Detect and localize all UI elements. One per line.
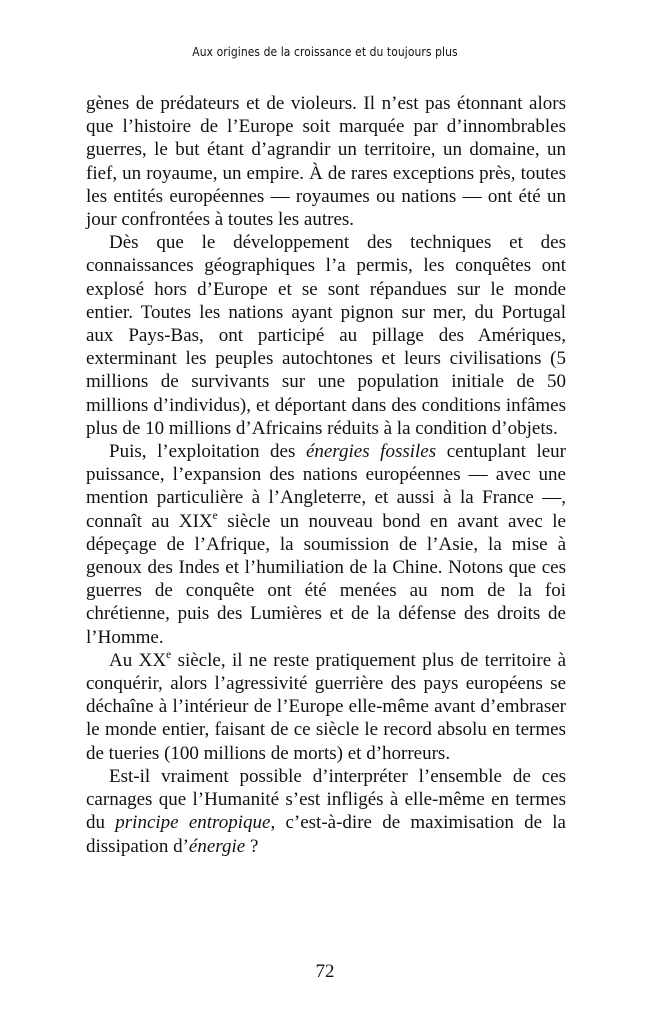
emphasis: énergie [188,835,246,857]
emphasis: énergies fossiles [305,441,437,463]
superscript: e [212,509,218,522]
paragraph [86,649,566,765]
text-run: ? [245,835,259,857]
text-run: centuplant leur puissance, l’expansion des nations européennes — avec une mention particulière à l’Angleterre, et aussi à la France —, connaît au XIX [86,441,566,532]
paragraph: Dès que le développement des techniques et des connaissances géographiques l’a permis, les conquêtes ont explosé hors d’Europe et se sont répandues sur le monde entier. Toutes les nations ayant pignon sur mer, du Portugal aux Pays-Bas, ont participé au pillage des Amériques, exterminant les peuples autochtones et leurs civilisations (5 millions de survivants sur une population initiale de 50 millions d’individus), et déportant dans des conditions infâmes plus de 10 millions d’Africains réduits à la condition d’objets. [86,232,566,439]
superscript: e [166,648,172,661]
page-number: 72 [315,961,335,982]
text-run: siècle, il ne reste pratiquement plus de territoire à conquérir, alors l’agressivité guerrière des pays européens se déchaîne à l’intérieur de l’Europe elle-même avant d’embraser le monde entier, faisant de ce siècle le record absolu en termes de tueries (100 millions de morts) et d’horreurs. [86,649,566,764]
text-run: siècle un nouveau bond en avant avec le dépeçage de l’Afrique, la soumission de l’Asie, la mise à genoux des Indes et l’humiliation de la Chine. Notons que ces guerres de conquête ont été menées au nom de la foi chrétienne, puis des Lumières et de la défense des droits de l’Homme. [86,510,566,648]
text-run: Au XX [109,649,167,671]
body-text [86,92,566,858]
text-run: Puis, l’exploitation des [109,441,306,463]
paragraph [86,440,566,649]
paragraph [86,765,566,858]
running-head: Aux origines de la croissance et du toujours plus [192,44,458,59]
text-run: Est-il vraiment possible d’interpréter l’ensemble de ces carnages que l’Humanité s’est infligés à elle-même en termes du [86,765,566,834]
text-run: , c’est-à-dire de maximisation de la dissipation d’ [86,812,566,857]
paragraph: gènes de prédateurs et de violeurs. Il n’est pas étonnant alors que l’histoire de l’Europe soit marquée par d’innombrables guerres, le but étant d’agrandir un territoire, un domaine, un fief, un royaume, un empire. À de rares exceptions près, toutes les entités européennes — royaumes ou nations — ont été un jour confrontées à toutes les autres. [86,93,566,231]
emphasis: principe entropique [115,812,271,834]
